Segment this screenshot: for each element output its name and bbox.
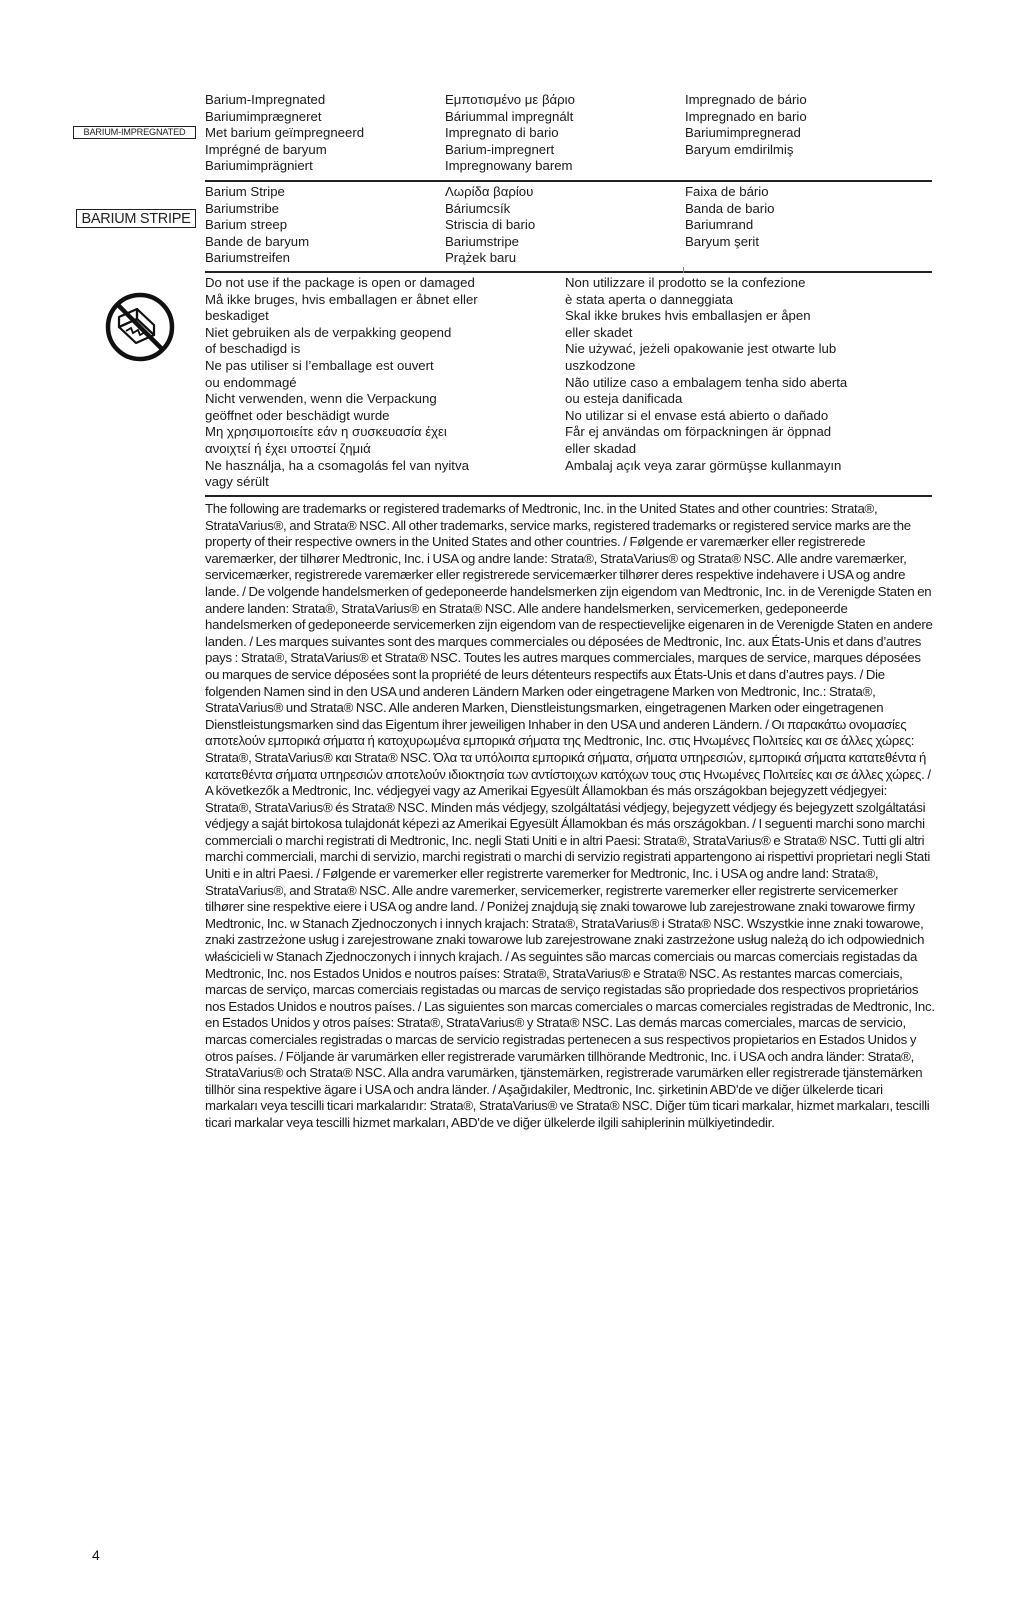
translation-line: Bariumstripe <box>445 233 520 249</box>
translation-line: Ne használja, ha a csomagolás fel van nyitva <box>205 457 469 473</box>
translation-line: Banda de bario <box>685 200 775 216</box>
translation-line: Εμποτισμένο με βάριο <box>445 92 575 107</box>
translation-line: vagy sérült <box>205 474 269 490</box>
translation-line: Bariumimprägniert <box>205 158 313 174</box>
translation-line: Bariumimpregnerad <box>685 125 801 141</box>
translation-line: Barium Stripe <box>205 184 285 199</box>
barium-impregnated-symbol: BARIUM-IMPREGNATED <box>73 126 196 139</box>
page-number: 4 <box>92 1547 100 1563</box>
translation-line: Bariumstreifen <box>205 250 291 266</box>
translation-line: Μη χρησιμοποιείτε εάν η συσκευασία έχει <box>205 424 447 440</box>
translation-line: eller skadad <box>565 440 637 456</box>
translation-line: Bande de baryum <box>205 233 310 249</box>
translation-line: Barium-impregnert <box>445 141 555 157</box>
translation-line: Λωρίδα βαρίου <box>445 184 534 199</box>
barium-stripe-col-2 <box>445 184 535 267</box>
translation-line: Imprégné de baryum <box>205 141 327 157</box>
translation-line: Faixa de bário <box>685 184 769 199</box>
do-not-use-col-2 <box>565 275 847 474</box>
translation-line: Non utilizzare il prodotto se la confezione <box>565 275 806 290</box>
translation-line: Baryum emdirilmiş <box>685 141 794 157</box>
barium-stripe-col-3 <box>685 184 774 250</box>
translation-line: Nie używać, jeżeli opakowanie jest otwarte lub <box>565 341 837 357</box>
translation-line: eller skadet <box>565 324 633 340</box>
translation-line: Impregnato di bario <box>445 125 559 141</box>
translation-line: uszkodzone <box>565 357 636 373</box>
translation-line: Barium-Impregnated <box>205 92 326 107</box>
translation-line: Báriummal impregnált <box>445 108 574 124</box>
translation-line: Báriumcsík <box>445 200 511 216</box>
translation-line: Må ikke bruges, hvis emballagen er åbnet eller <box>205 291 478 307</box>
barium-impregnated-col-3 <box>685 92 807 158</box>
do-not-use-col-1 <box>205 275 478 491</box>
translation-line: ou esteja danificada <box>565 391 683 407</box>
translation-line: of beschadigd is <box>205 341 301 357</box>
translation-line: Ne pas utiliser si l’emballage est ouvert <box>205 357 434 373</box>
translation-line: Met barium geïmpregneerd <box>205 125 365 141</box>
section-divider <box>205 495 932 497</box>
column-divider <box>683 267 684 273</box>
translation-line: No utilizar si el envase está abierto o dañado <box>565 407 829 423</box>
translation-line: Får ej användas om förpackningen är öppnad <box>565 424 832 440</box>
translation-line: Baryum şerit <box>685 233 760 249</box>
translation-line: Bariumimprægneret <box>205 108 322 124</box>
translation-line: Impregnado en bario <box>685 108 807 124</box>
barium-impregnated-col-1 <box>205 92 364 175</box>
translation-line: Nicht verwenden, wenn die Verpackung <box>205 391 437 407</box>
translation-line: ανοιχτεί ή έχει υποστεί ζημιά <box>205 440 371 456</box>
translation-line: Bariumstribe <box>205 200 280 216</box>
section-divider <box>205 271 932 273</box>
section-divider <box>205 180 932 182</box>
translation-line: Impregnowany barem <box>445 158 573 174</box>
translation-line: Skal ikke brukes hvis emballasjen er åpen <box>565 308 811 324</box>
translation-line: Não utilize caso a embalagem tenha sido aberta <box>565 374 848 390</box>
translation-line: Striscia di bario <box>445 217 536 233</box>
translation-line: ou endommagé <box>205 374 297 390</box>
translation-line: Niet gebruiken als de verpakking geopend <box>205 324 452 340</box>
do-not-use-damaged-package-icon <box>104 291 176 363</box>
translation-line: Ambalaj açık veya zarar görmüşse kullanmayın <box>565 457 842 473</box>
barium-stripe-symbol: BARIUM STRIPE <box>76 209 196 228</box>
barium-stripe-col-1 <box>205 184 309 267</box>
translation-line: Do not use if the package is open or damaged <box>205 275 475 290</box>
barium-impregnated-col-2 <box>445 92 575 175</box>
translation-line: beskadiget <box>205 308 269 324</box>
translation-line: Prążek baru <box>445 250 517 266</box>
trademark-statement: The following are trademarks or registered trademarks of Medtronic, Inc. in the United States and other countries: Strata®, StrataVarius®, and Strata® NSC. All other trademarks, service marks, registered trademarks or registered service marks are the property of their respective owners in the United States and other countries. / Følgende er varemærker eller registrerede varemærker, der tilhører Medtronic, Inc. i USA og andre lande: Strata®, StrataVarius® og Strata® NSC. Alle andre varemærker, servicemærker, registrerede varemærker eller registrerede servicemærker tilhører deres respektive indehavere i USA og andre lande. / De volgende handelsmerken of gedeponeerde handelsmerken zijn eigendom van Medtronic, Inc. in de Verenigde Staten en andere landen: Strata®, StrataVarius® en Strata® NSC. Alle andere handelsmerken, servicemerken, gedeponeerde handelsmerken of gedeponeerde servicemerken zijn eigendom van de respectievelijke eigenaren in de Verenigde Staten en andere landen. / Les marques suivantes sont des marques commerciales ou déposées de Medtronic, Inc. aux États-Unis et dans d’autres pays : Strata®, StrataVarius® et Strata® NSC. Toutes les autres marques commerciales, marques de service, marques déposées ou marques de service déposées sont la propriété de leurs détenteurs respectifs aux États-Unis et dans d’autres pays. / Die folgenden Namen sind in den USA und anderen Ländern Marken oder eingetragene Marken von Medtronic, Inc.: Strata®, StrataVarius® und Strata® NSC. Alle anderen Marken, Dienstleistungsmarken, eingetragenen Marken oder eingetragenen Dienstleistungsmarken sind das Eigentum ihrer jeweiligen Inhaber in den USA und anderen Ländern. / Οι παρακάτω ονομασίες αποτελούν εμπορικά σήματα ή κατοχυρωμένα εμπορικά σήματα της Medtronic, Inc. στις Ηνωμένες Πολιτείες και σε άλλες χώρες: Strata®, StrataVarius® και Strata® NSC. Όλα τα υπόλοιπα εμπορικά σήματα, σήματα υπηρεσιών, εμπορικά σήματα κατατεθέντα ή κατατεθέντα σήματα υπηρεσιών αποτελούν ιδιοκτησία των αντίστοιχων κατόχων τους στις Ηνωμένες Πολιτείες και σε άλλες χώρες. / A következők a Medtronic, Inc. védjegyei vagy az Amerikai Egyesült Államokban és más országokban bejegyzett védjegyei: Strata®, StrataVarius® és Strata® NSC. Minden más védjegy, szolgáltatási védjegy, bejegyzett védjegy és bejegyzett szolgáltatási védjegy a saját birtokosa tulajdonát képezi az Amerikai Egyesült Államokban és más országokban. / I seguenti marchi sono marchi commerciali o marchi registrati di Medtronic, Inc. negli Stati Uniti e in altri Paesi: Strata®, StrataVarius® e Strata® NSC. Tutti gli altri marchi commerciali, marchi di servizio, marchi registrati o marchi di servizio registrati appartengono ai rispettivi proprietari negli Stati Uniti e in altri Paesi. / Følgende er varemerker eller registrerte varemerker for Medtronic, Inc. i USA og andre land: Strata®, StrataVarius®, and Strata® NSC. Alle andre varemerker, servicemerker, registrerte varemerker eller registrerte servicemerker tilhører sine respektive eiere i USA og andre land. / Poniżej znajdują się znaki towarowe lub zarejestrowane znaki towarowe firmy Medtronic, Inc. w Stanach Zjednoczonych i innych krajach: Strata®, StrataVarius® i Strata® NSC. Wszystkie inne znaki towarowe, znaki zastrzeżone usług i zarejestrowane znaki towarowe lub zarejestrowane znaki zastrzeżone usług należą do ich odpowiednich właścicieli w Stanach Zjednoczonych i innych krajach. / As seguintes são marcas comerciais ou marcas comerciais registadas da Medtronic, Inc. nos Estados Unidos e noutros países: Strata®, StrataVarius® e Strata® NSC. As restantes marcas comerciais, marcas de serviço, marcas comerciais registadas ou marcas de serviço registadas são propriedade dos respectivos proprietários nos Estados Unidos e noutros países. / Las siguientes son marcas comerciales o marcas comerciales registradas de Medtronic, Inc. en Estados Unidos y otros países: Strata®, StrataVarius® y Strata® NSC. Las demás marcas comerciales, marcas de servicio, marcas comerciales registradas o marcas de servicio registradas pertenecen a sus respectivos propietarios en Estados Unidos y otros países. / Följande är varumärken eller registrerade varumärken tillhörande Medtronic, Inc. i USA och andra länder: Strata®, StrataVarius® och Strata® NSC. Alla andra varumärken, tjänstemärken, registrerade varumärken eller registrerade tjänstemärken tillhör sina respektive ägare i USA och andra länder. / Aşağıdakiler, Medtronic, Inc. şirketinin ABD'de ve diğer ülkelerde ticari markaları veya tescilli ticari markalarıdır: Strata®, StrataVarius® ve Strata® NSC. Diğer tüm ticari markalar, hizmet markaları, tescilli ticari markalar veya tescilli hizmet markaları, ABD'de ve diğer ülkelerde ilgili sahiplerinin mülkiyetindedir. <box>205 501 935 1130</box>
translation-line: Impregnado de bário <box>685 92 807 107</box>
translation-line: è stata aperta o danneggiata <box>565 291 733 307</box>
translation-line: Barium streep <box>205 217 288 233</box>
translation-line: Bariumrand <box>685 217 754 233</box>
translation-line: geöffnet oder beschädigt wurde <box>205 407 390 423</box>
